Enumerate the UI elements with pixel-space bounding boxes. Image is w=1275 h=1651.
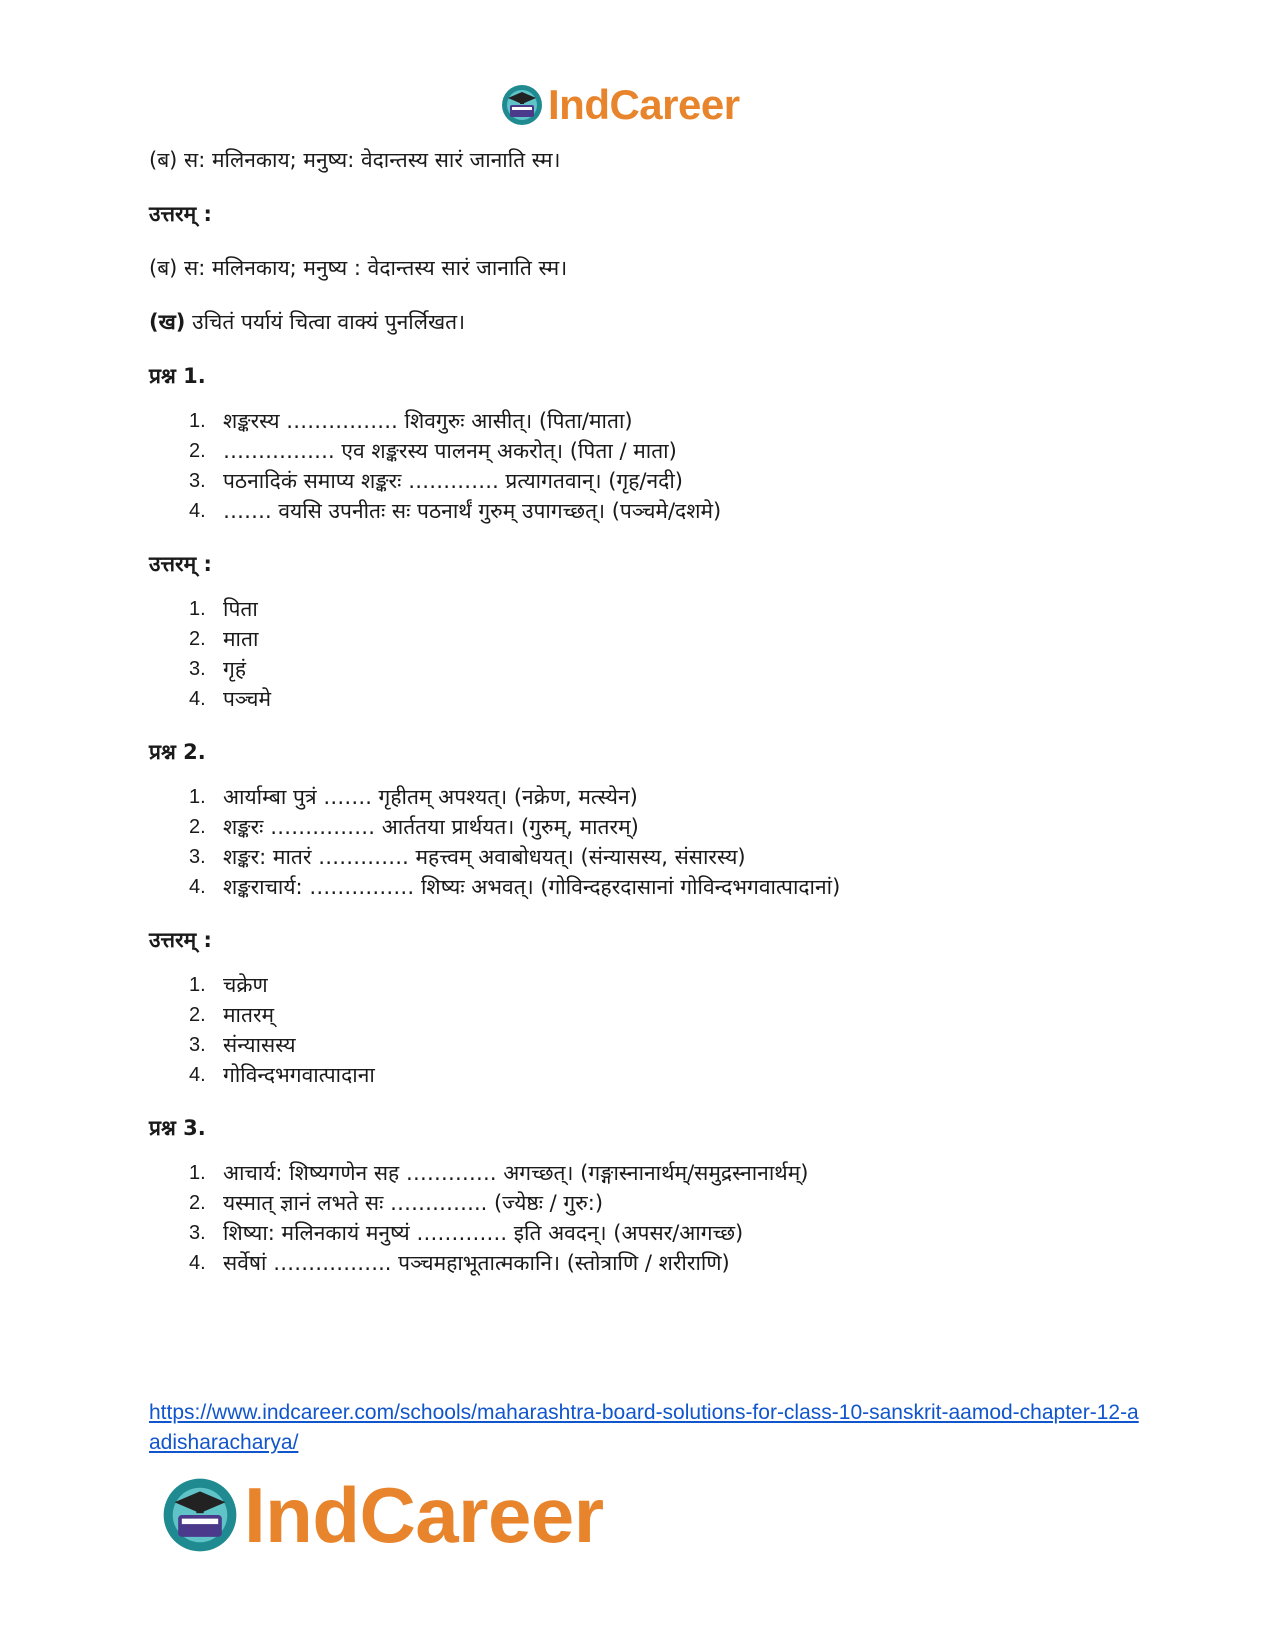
graduation-book-icon	[160, 1475, 240, 1555]
list-item: 4. पञ्चमे	[189, 687, 272, 711]
list-item: 2. यस्मात् ज्ञानं लभते सः ………….. (ज्येष्ठः / गुरु:)	[189, 1191, 604, 1215]
question-3-label: प्रश्न 3.	[149, 1116, 206, 1140]
intro-sentence: (ब) स: मलिनकाय; मनुष्य: वेदान्तस्य सारं जानाति स्म।	[149, 148, 561, 172]
section-marker: (ख)	[149, 310, 186, 334]
section-instruction-text: उचितं पर्यायं चित्वा वाक्यं पुनर्लिखत।	[192, 310, 466, 334]
brand-name: IndCareer	[548, 81, 740, 128]
question-1-label: प्रश्न 1.	[149, 364, 206, 388]
brand-name: IndCareer	[244, 1470, 604, 1559]
question-1-answer-label: उत्तरम् :	[149, 552, 212, 576]
footer-logo[interactable]	[160, 1470, 604, 1560]
graduation-book-icon	[500, 83, 544, 127]
question-1-answers	[149, 594, 1149, 714]
list-item: 4. ……. वयसि उपनीतः सः पठनार्थं गुरुम् उपागच्छत्। (पञ्चमे/दशमे)	[189, 499, 722, 523]
list-item: 2. शङ्करः …………… आर्ततया प्रार्थयत। (गुरुम्, मातरम्)	[189, 815, 639, 839]
intro-answer: (ब) स: मलिनकाय; मनुष्य : वेदान्तस्य सारं जानाति स्म।	[149, 256, 568, 280]
section-instruction	[149, 306, 1149, 338]
list-item: 2. माता	[189, 627, 259, 651]
source-link[interactable]: https://www.indcareer.com/schools/maharashtra-board-solutions-for-class-10-sanskrit-aamod-chapter-12-aadisharacharya/	[149, 1401, 1139, 1454]
document-body	[149, 144, 1149, 1278]
question-2-items	[149, 782, 1149, 902]
list-item: 1. शङ्करस्य ……………. शिवगुरुः आसीत्। (पिता/माता)	[189, 409, 633, 433]
question-3-items	[149, 1158, 1149, 1278]
question-2-answers	[149, 970, 1149, 1090]
list-item: 4. शङ्कराचार्य: …………… शिष्यः अभवत्। (गोविन्दहरदासानां गोविन्दभगवात्पादानां)	[189, 875, 841, 899]
list-item: 4. सर्वेषां …………….. पञ्चमहाभूतात्मकानि। (स्तोत्राणि / शरीराणि)	[189, 1251, 730, 1275]
list-item: 4. गोविन्दभगवात्पादाना	[189, 1063, 375, 1087]
list-item: 1. पिता	[189, 597, 258, 621]
list-item: 3. शिष्या: मलिनकायं मनुष्यं …………. इति अवदन्। (अपसर/आगच्छ)	[189, 1221, 744, 1245]
list-item: 1. चक्रेण	[189, 973, 268, 997]
question-1-items	[149, 406, 1149, 526]
list-item: 1. आर्याम्बा पुत्रं ……. गृहीतम् अपश्यत्। (नक्रेण, मत्स्येन)	[189, 785, 638, 809]
question-2-label: प्रश्न 2.	[149, 740, 206, 764]
header-logo[interactable]	[500, 80, 740, 130]
list-item: 2. ……………. एव शङ्करस्य पालनम् अकरोत्। (पिता / माता)	[189, 439, 677, 463]
list-item: 3. संन्यासस्य	[189, 1033, 296, 1057]
list-item: 2. मातरम्	[189, 1003, 275, 1027]
intro-answer-label: उत्तरम् :	[149, 202, 212, 226]
question-2-answer-label: उत्तरम् :	[149, 928, 212, 952]
list-item: 3. शङ्कर: मातरं …………. महत्त्वम् अवाबोधयत्। (संन्यासस्य, संसारस्य)	[189, 845, 746, 869]
list-item: 3. पठनादिकं समाप्य शङ्करः …………. प्रत्यागतवान्। (गृह/नदी)	[189, 469, 683, 493]
list-item: 3. गृहं	[189, 657, 246, 681]
list-item: 1. आचार्य: शिष्यगणेन सह …………. अगच्छत्। (गङ्गास्नानार्थम्/समुद्रस्नानार्थम्)	[189, 1161, 809, 1185]
